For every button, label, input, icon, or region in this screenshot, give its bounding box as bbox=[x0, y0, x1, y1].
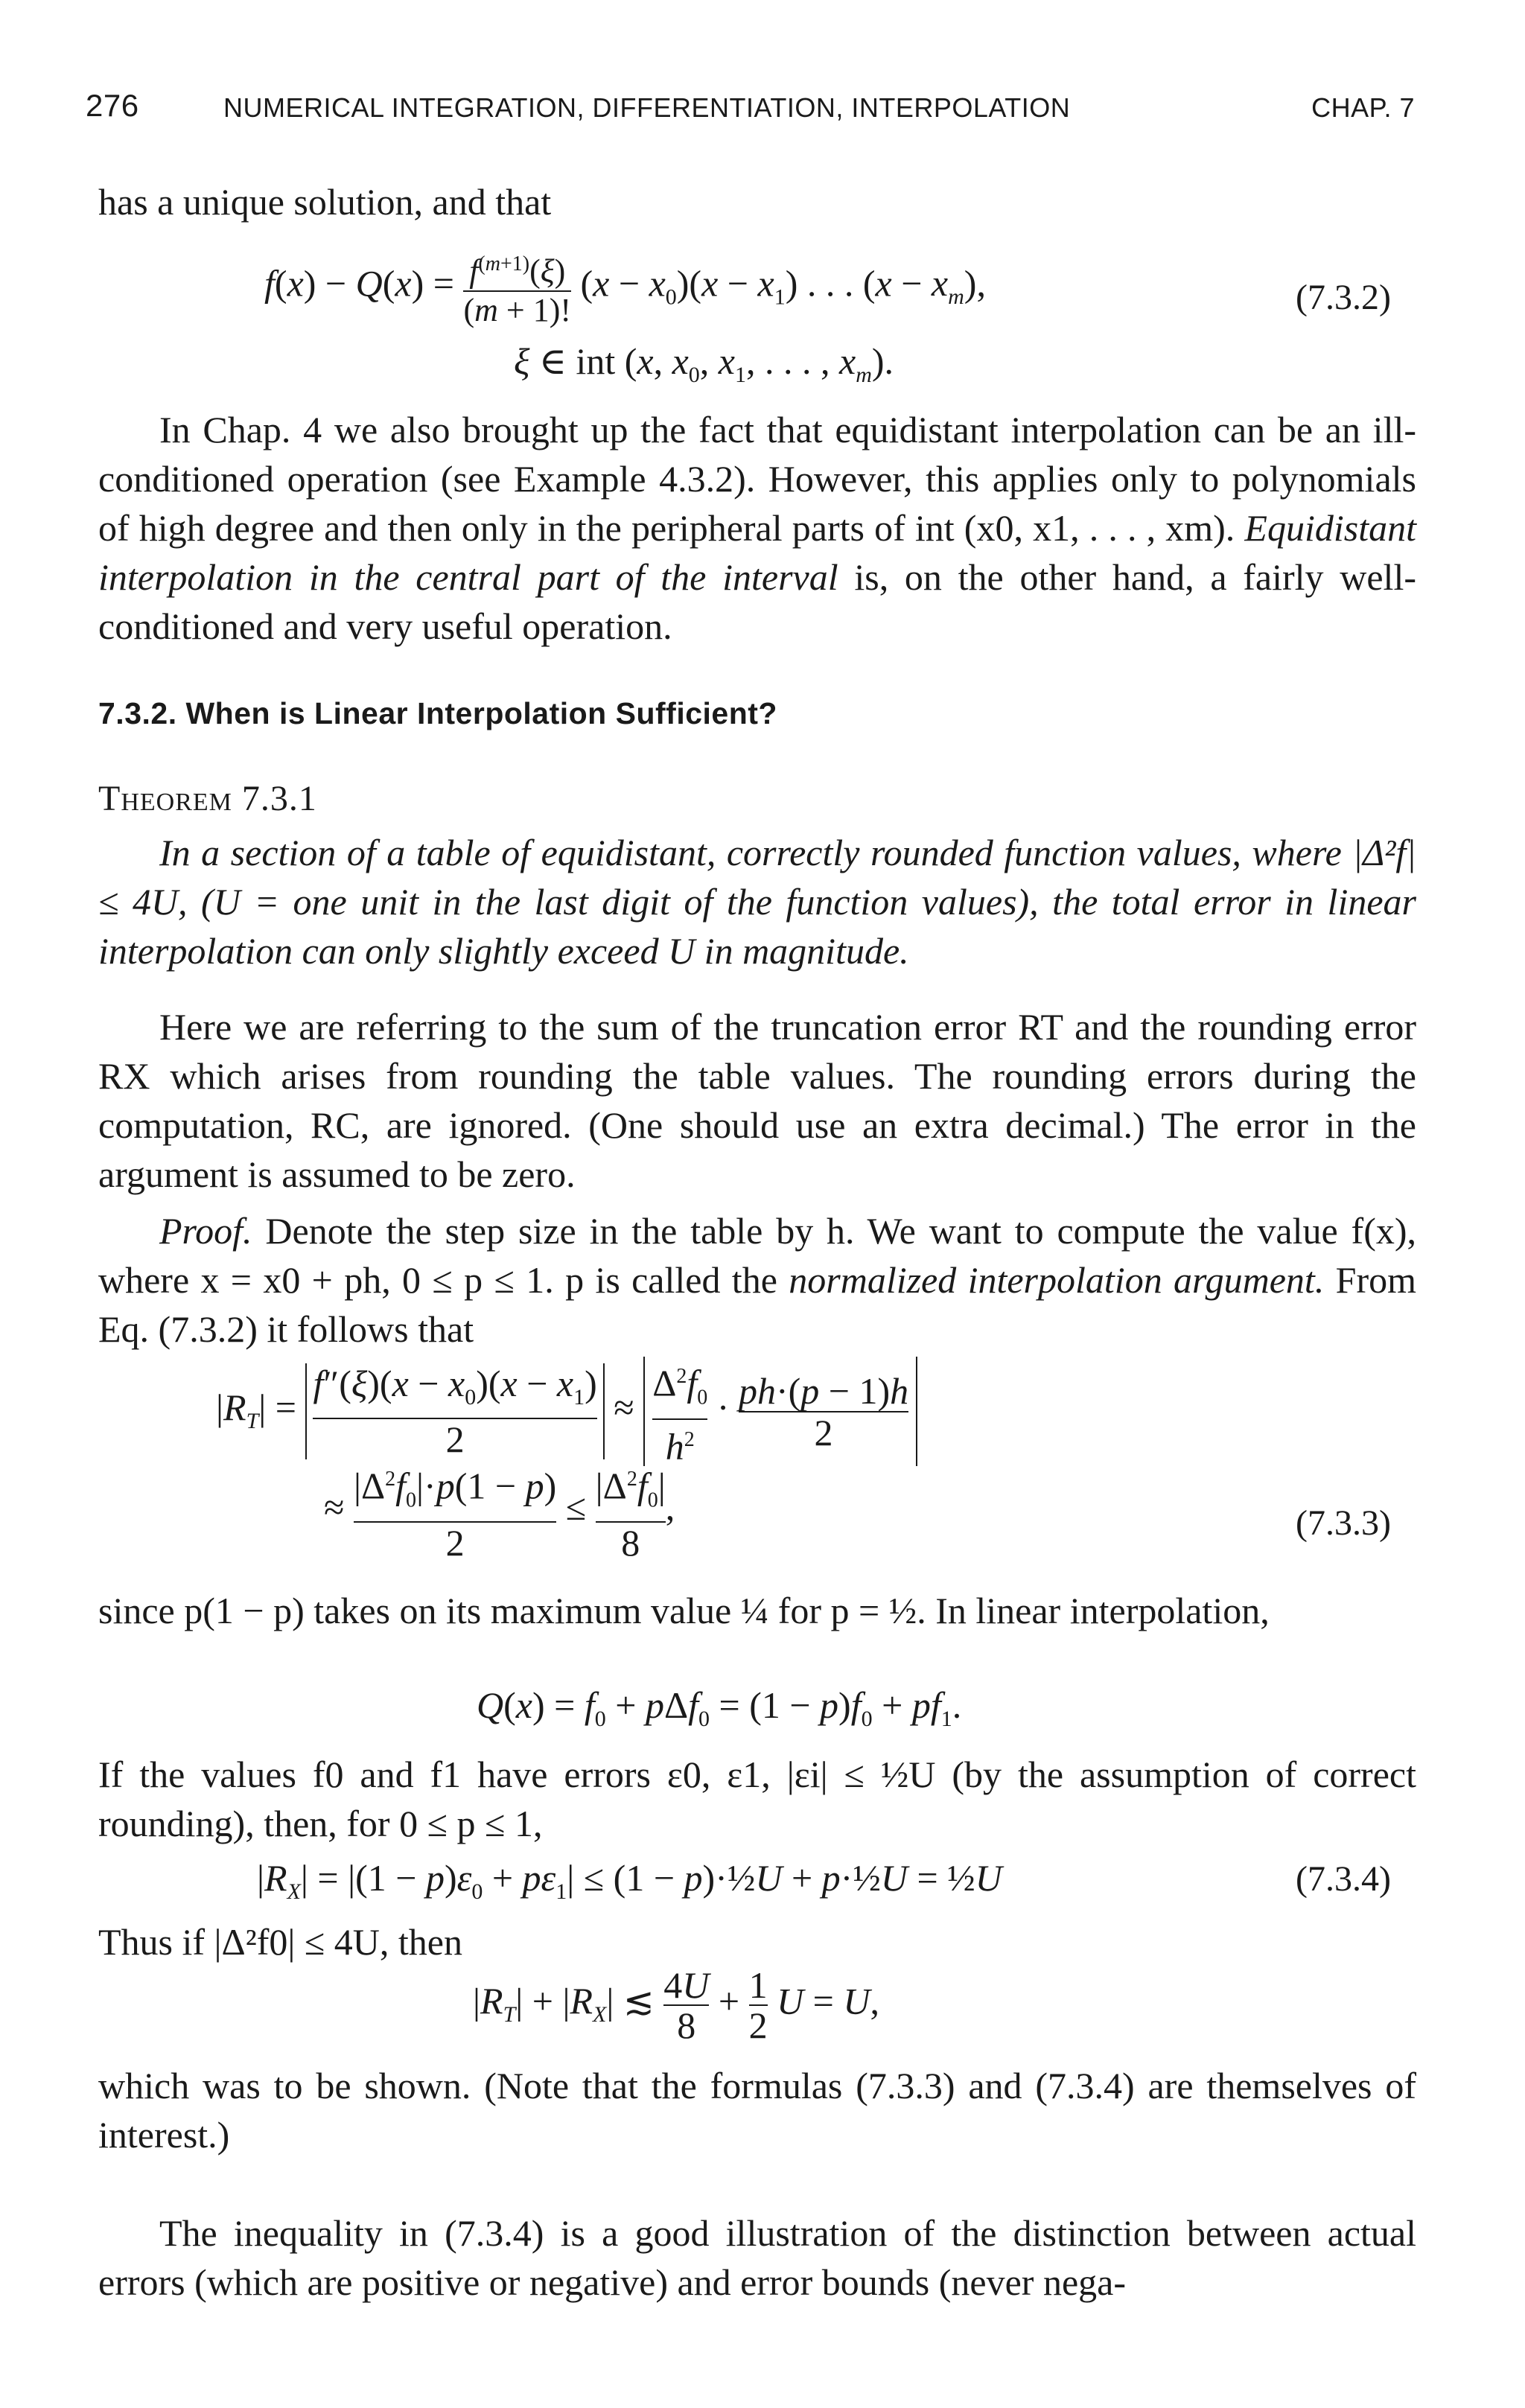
paragraph-maximum: since p(1 − p) takes on its maximum value ¼ for p = ½. In linear interpolation, bbox=[98, 1590, 1270, 1631]
paragraph-error-bounds: The inequality in (7.3.4) is a good illustration of the distinction between actual errors (which are positive or negative) and error bounds (never nega- bbox=[98, 2212, 1416, 2303]
paragraph-conclusion: which was to be shown. (Note that the formulas (7.3.3) and (7.3.4) are themselves of interest.) bbox=[98, 2065, 1416, 2156]
emphasis-central-part: Equidistant interpolation in the central part of the interval bbox=[98, 507, 1416, 598]
page-number: 276 bbox=[86, 88, 139, 123]
equation-number-7-3-4: (7.3.4) bbox=[1296, 1859, 1391, 1899]
paragraph-ill-conditioned-end: is, on the other hand, a fairly well-conditioned and very useful operation. bbox=[98, 556, 1416, 647]
proof-paragraph bbox=[98, 1206, 1416, 1354]
equation-7-3-2: f(x) − Q(x) = $\frac{f^{(m+1)}(\xi)}{(m + 1)!}$ $(x - x_0)(x - x_1)$ . . . $(x - x_m)$, bbox=[264, 246, 1337, 305]
term-normalized-argument: normalized interpolation argument. bbox=[789, 1259, 1325, 1301]
equation-number-7-3-2: (7.3.2) bbox=[1296, 278, 1391, 317]
paragraph-error-sum: Here we are referring to the sum of the truncation error RT and the rounding error RX which arises from rounding the table values. The rounding errors during the computation, RC, are ignored. (One should use an extra decimal.) The error in the argument is assumed to be zero. bbox=[98, 1006, 1416, 1195]
equation-7-3-3-line2: ≈ $\frac{|\Delta^2f_0|\cdot p(1 - p)}{2}$ ≤ $\frac{|\Delta^2f_0|}{8}$ , bbox=[324, 1459, 1143, 1549]
paragraph-ill-conditioned-text: In Chap. 4 we also brought up the fact that equidistant interpolation can be an ill-conditioned operation (see Example 4.3.2). However, this applies only to polynomials of high degree and then only in the peripheral parts of int (x0, x1, . . . , xm). bbox=[98, 409, 1416, 549]
running-title: NUMERICAL INTEGRATION, DIFFERENTIATION, INTERPOLATION bbox=[223, 92, 1071, 123]
chapter-label: CHAP. 7 bbox=[1311, 92, 1415, 123]
paragraph-thus: Thus if |Δ²f0| ≤ 4U, then bbox=[98, 1921, 462, 1963]
section-heading: 7.3.2. When is Linear Interpolation Sufficient? bbox=[98, 696, 777, 730]
theorem-label bbox=[98, 778, 317, 819]
equation-7-3-4: $|R_X| = |(1 - p)\varepsilon_0 + p\varepsilon_1| \le (1$ − p)·½U + p·½U = ½U bbox=[257, 1857, 1002, 1904]
theorem-statement: In a section of a table of equidistant, correctly rounded function values, where |Δ²f| ≤ 4U, (U = one unit in the last digit of the function values), the total error in linear interpolation can only slightly exceed U in magnitude. bbox=[98, 832, 1416, 972]
theorem-label-text: Theorem 7.3.1 bbox=[98, 779, 317, 818]
proof-label: Proof. bbox=[159, 1210, 252, 1252]
running-head bbox=[86, 88, 1415, 130]
proof-text: Denote the step size in the table by h. We want to compute the value f(x), where x = x0 + ph, 0 ≤ p ≤ 1. p is called the bbox=[98, 1210, 1417, 1301]
intro-line: has a unique solution, and that bbox=[98, 181, 552, 223]
equation-7-3-2-line2: ξ ∈ int (x, $x_0$, $x_1$, . . . , $x_m$). bbox=[514, 340, 894, 387]
equation-linear-interpolation: $Q(x) = f_0 + p\Delta f_0 = (1 - p)f_0 + pf_1$. bbox=[477, 1684, 962, 1731]
paragraph-rounding-errors: If the values f0 and f1 have errors ε0, ε1, |εi| ≤ ½U (by the assumption of correct rounding), then, for 0 ≤ p ≤ 1, bbox=[98, 1754, 1416, 1844]
equation-7-3-3-line1: $|R_T|$ = $\frac{f''(\xi)(x - x_0)(x - x_1)}{2}$ ≈ $\frac{\Delta^2f_0}{h^2}$ · $\frac{ph\cdot(p - 1)h}{2}$ bbox=[216, 1357, 1273, 1446]
paragraph-ill-conditioned bbox=[98, 405, 1416, 651]
equation-number-7-3-3: (7.3.3) bbox=[1296, 1503, 1391, 1543]
proof-text-end: From Eq. (7.3.2) it follows that bbox=[98, 1259, 1417, 1350]
equation-total-error: $|R_T| + |R_X|$ ≲ $\frac{4U}{8}$ + $\frac{1}{2}$ U = U, bbox=[473, 1964, 879, 2046]
